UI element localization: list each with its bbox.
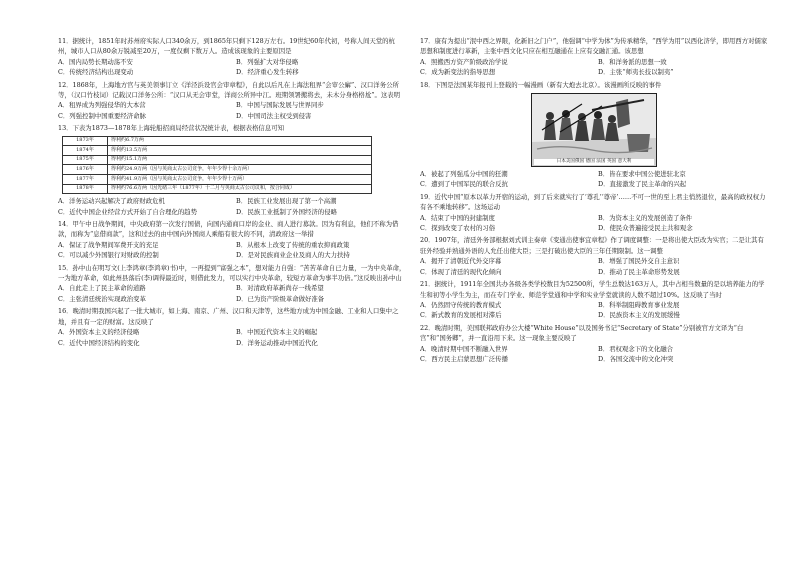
option-d: D．各国交流中的文化冲突 <box>598 354 674 363</box>
question-stem: 22．晚清时期，美国联邦政府办公大楼“White House”以及国务书记“Secretary of State”分别被官方文译为“白宫”和“国务卿”，并一直沿用下来。这一现象主要反映了 <box>420 323 744 343</box>
question-19 <box>420 192 768 234</box>
option-b: B．皆在要求中国公使进驻北京 <box>598 170 686 179</box>
option-a: A．被起了列强瓜分中国的狂潮 <box>420 170 508 179</box>
table-cell-year: 1878年 <box>63 184 108 194</box>
table-cell-year: 1876年 <box>63 165 108 175</box>
option-b: B．民族工业发展出现了第一个高潮 <box>236 197 337 206</box>
question-12 <box>58 80 406 122</box>
table-row <box>63 175 372 185</box>
table-row <box>63 155 372 165</box>
option-b: B．科举制阻碍教育事业发展 <box>598 300 680 309</box>
table-cell-profit: 得利约6.7万两 <box>108 136 372 146</box>
question-stem: 19．近代中国“原本以革力开宿的运动，到了后来就实行了‘尊孔’‘尊帝’……不可一世的至上君主悄然退位，最高的政权权力有各不乘地转移”。这场运动 <box>420 192 766 212</box>
table-cell-year: 1877年 <box>63 175 108 185</box>
question-17 <box>420 36 768 78</box>
option-a: A．租界成为列强侵华的大本营 <box>58 101 146 110</box>
option-d: D．民族工业抵制了外国经济的侵略 <box>236 207 337 216</box>
option-d: D．推动了民主革命形势发展 <box>598 267 680 276</box>
options <box>58 240 406 261</box>
option-c: C．可以减少外国银行对财政的控制 <box>58 251 159 260</box>
option-a: A．自此走上了民主革命的道路 <box>58 284 146 293</box>
option-b: B．列强扩大对华侵略 <box>236 57 299 66</box>
question-stem: 14．甲午中日战争期间，中央政府第一次发行国债，向国内通商口岸的金业、商人进行募款。因为有利息，他们不称为借款，而称为“息借商款”，这和过去的由中国向外国商人乘船有很大的不同，清政府这一举措 <box>58 220 399 239</box>
option-b: B．和洋务派的思想一致 <box>598 57 667 66</box>
option-d: D．已为资产阶级革命做好准备 <box>236 294 325 303</box>
question-stem: 18．下图是法国某年报刊上登载的一幅漫画（新有大炮去北京）。该漫画所反映的事件 <box>420 80 662 89</box>
question-21 <box>420 279 768 321</box>
options <box>420 256 768 277</box>
table-cell-profit: 得利约13.5万两 <box>108 146 372 156</box>
option-d: D．洋务运动推动中国近代化 <box>236 338 318 347</box>
question-11 <box>58 36 406 78</box>
option-d: D．民族资本主义的发展缓慢 <box>598 311 680 320</box>
option-b: B．从根本上改变了传统的重农抑商政策 <box>236 240 350 249</box>
question-16 <box>58 306 406 348</box>
option-b: B．君权观念下的文化融合 <box>598 344 673 353</box>
table-cell-year: 1874年 <box>63 146 108 156</box>
option-a: A．照搬西方资产阶级政治学说 <box>420 57 508 66</box>
question-20 <box>420 235 768 277</box>
option-a: A．仍然固守传统的教育模式 <box>420 300 502 309</box>
statistics-table <box>62 136 372 195</box>
table-row <box>63 146 372 156</box>
option-a: A．洋务运动兴起解决了政府财政危机 <box>58 197 165 206</box>
option-d: D．使民众普遍接受民主共和观念 <box>598 224 693 233</box>
option-c: C．传统经济结构出现变动 <box>58 68 134 77</box>
question-stem: 13．下表为1873—1878年上海轮船招商局经营状况统计表，根据表格信息可知 <box>58 124 284 133</box>
option-d: D．主张“师夷长技以制夷” <box>598 68 674 77</box>
table-cell-profit: 得利约24.9万两（因与英商太古公司竞争，年年少得十余万两） <box>108 165 372 175</box>
table-row <box>63 136 372 146</box>
option-c: C．列强控制中国重要经济命脉 <box>58 111 146 120</box>
table-cell-year: 1875年 <box>63 155 108 165</box>
option-a: A．晚清时期中国不断融入世界 <box>420 344 508 353</box>
question-stem: 15．孙中山在明写文(上李鸿章(李鸿章)书)中，一再提到“富强之本”，想对能力自强：“苦苦革命自已力量，一为中央革命，一为地方革命，如此州县落后(李)调得最近时，则借此发力，可以实行中央革命，较短方革命为事半功倍。”这反映出孙中山 <box>58 263 406 283</box>
question-stem: 11．据统计，1851年时苏州府实际人口340余万，到1865年只剩下128万左右。19世纪60年代初，号称人间天堂的杭州，城市人口从80余万锐减至20万，一度仅剩下数万人。造成该现象的主要原因是 <box>58 37 395 56</box>
cartoon-caption: 日本美国俄国 德国 法国 英国 意大利 <box>534 159 654 165</box>
option-c: C．主张清廷统治实现政治变革 <box>58 294 146 303</box>
table-row <box>63 184 372 194</box>
options <box>420 300 768 321</box>
cartoon-drawing <box>532 94 656 166</box>
option-c: C．近代中国经济结构的变化 <box>58 338 140 347</box>
options <box>420 57 768 78</box>
question-stem: 12．1868年，上海地方官与英美领事订立《洋泾浜设官会审章程》，自此以后凡在上海法租界“会审公廨”、汉口洋务公所等，（汉口竹枝词）记载汉口洋务公所：“汉口从无会审堂，洋商公所异中江。班期领署搬将去，未木分身格格尬”。这表明 <box>58 80 401 100</box>
options <box>420 344 768 365</box>
option-b: B．对清政府革新尚存一线希望 <box>236 284 324 293</box>
option-b: B．中国与国际发展与世界同步 <box>236 101 324 110</box>
question-14 <box>58 219 406 261</box>
options <box>58 196 406 217</box>
options <box>58 100 406 121</box>
table-cell-profit: 得利约41.9万两（因与英商太古公司竞争，年年少得十万两） <box>108 175 372 185</box>
options <box>420 169 768 190</box>
option-b: B．为资本主义的发展创造了条件 <box>598 213 693 222</box>
option-a: A．结束了中国的封建制度 <box>420 213 495 222</box>
question-13 <box>58 123 406 217</box>
option-d: D．直接激发了民主革命的兴起 <box>598 180 687 189</box>
option-a: A．保证了战争期间军费开支的充足 <box>58 240 159 249</box>
option-c: C．新式教育的发展相对滞后 <box>420 311 502 320</box>
option-a: A．外国资本主义的经济侵略 <box>58 328 140 337</box>
question-15 <box>58 263 406 305</box>
option-a: A．揭开了清朝近代外交序幕 <box>420 257 502 266</box>
table-cell-profit: 得利约15.1万两 <box>108 155 372 165</box>
left-column <box>58 36 406 350</box>
option-b: B．增强了国民外交自主意识 <box>598 257 680 266</box>
option-d: D．是对民族商业企业及商人的大力扶持 <box>236 251 350 260</box>
options <box>58 327 406 348</box>
question-stem: 17．康有为提出“泯中西之界限，化新旧之门户”，他强调“中学为体”为传承精华，“西学为用”以西化济学，即用西方对儒家思想和制度进行革新，主张中西文化只应在相互融通在上应有交融汇通。该思想 <box>420 37 768 56</box>
table-row <box>63 165 372 175</box>
question-22 <box>420 323 768 365</box>
right-column <box>420 36 768 366</box>
option-b: B．中国近代资本主义的崛起 <box>236 328 318 337</box>
options <box>420 213 768 234</box>
options <box>58 57 406 78</box>
table-cell-profit: 得利约76.6万两（因光绪三年（1877年）十二月与英商太古公司议和，按合同成） <box>108 184 372 194</box>
option-d: D．中国司法主权受到侵害 <box>236 111 312 120</box>
option-c: C．成为新变法的指导思想 <box>420 68 496 77</box>
option-d: D．经济重心发生转移 <box>236 68 299 77</box>
option-c: C．近代中国企业经营方式开始了自合理化的趋势 <box>58 207 198 216</box>
table-cell-year: 1873年 <box>63 136 108 146</box>
option-c: C．探到改变了农村的习俗 <box>420 224 496 233</box>
option-c: C．体现了清廷的现代化倾向 <box>420 267 502 276</box>
question-stem: 20．1907年，清廷外务部根据刘式训主奏章《变通出使事宜章程》作了调度调整：一是将出使大臣改为实官；二是让其有驻外经验并熟通外语的人允任出使大臣；三是打破出使大臣的三年任期限制。这一调整 <box>420 236 764 255</box>
option-c: C．西方民主启蒙思想广泛传播 <box>420 354 508 363</box>
options <box>58 283 406 304</box>
question-stem: 21．据统计，1911年全国共办各级各类学校数目为52500所，学生总数达163万人，其中占相当数量的是以培养能力的学生和初等小学生为主，而在专门学业、师范学堂通和中学和实业学堂就读的人数不超过10%。这反映了当时 <box>420 280 765 299</box>
cartoon-image <box>531 93 657 167</box>
option-a: A．国内局势长期动荡不安 <box>58 57 133 66</box>
question-18 <box>420 80 768 190</box>
question-stem: 16．晚清时期我国兴起了一批大城市，如上海、南京、广州、汉口和天津等，这些地方成为中国金融、工业和人口集中之地，并且有一定的财富。这反映了 <box>58 307 399 326</box>
option-c: C．遭到了中国军民的联合反抗 <box>420 180 508 189</box>
